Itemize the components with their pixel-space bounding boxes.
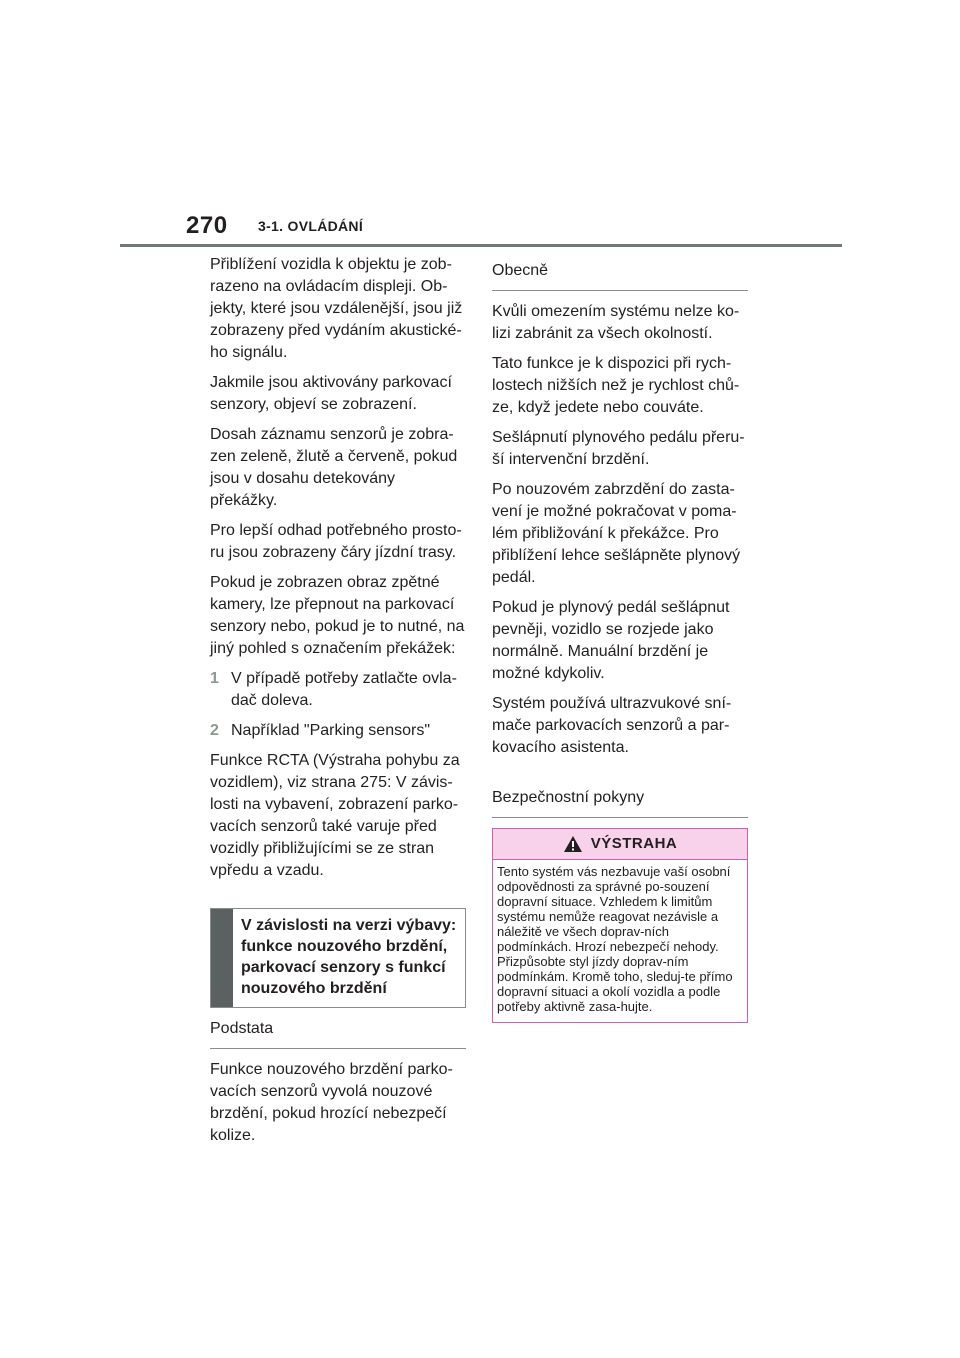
- page-number: 270: [186, 212, 228, 239]
- step-item: [210, 668, 466, 712]
- header-rule: [120, 244, 842, 247]
- paragraph: Tato funkce je k dispozici při rych-lostech nižších než je rychlost chů-ze, když jedete nebo couváte.: [492, 355, 740, 416]
- heading-bar: [211, 909, 233, 1007]
- step-text: V případě potřeby zatlačte ovla-dač doleva.: [231, 670, 457, 709]
- section-title: 3-1. OVLÁDÁNÍ: [258, 218, 364, 234]
- sub-heading: Obecně: [492, 254, 748, 291]
- paragraph: Funkce nouzového brzdění parko-vacích senzorů vyvolá nouzové brzdění, pokud hrozící nebezpečí kolize.: [210, 1061, 453, 1144]
- step-number: 2: [210, 722, 219, 739]
- paragraph: Kvůli omezením systému nelze ko-lizi zabránit za všech okolností.: [492, 303, 740, 342]
- warning-header: [493, 829, 747, 860]
- paragraph: Funkce RCTA (Výstraha pohybu za vozidlem), viz strana 275: V závis-losti na vybavení, zobrazení parko-vacích senzorů také varuje před vozidly přibližujícími se ze stran vpředu a vzadu.: [210, 752, 460, 879]
- paragraph: Jakmile jsou aktivovány parkovací senzory, objeví se zobrazení.: [210, 374, 452, 413]
- paragraph: Dosah záznamu senzorů je zobra-zen zeleně, žlutě a červeně, pokud jsou v dosahu detekovány překážky.: [210, 426, 458, 509]
- warning-triangle-icon: [563, 835, 583, 853]
- sub-heading: Bezpečnostní pokyny: [492, 777, 748, 818]
- step-text: Například "Parking sensors": [231, 722, 430, 739]
- warning-text: Tento systém vás nezbavuje vaší osobní odpovědnosti za správné po-souzení dopravní situace. Vzhledem k limitům systému nemůže reagovat nezávisle a náležitě ve všech doprav-ních podmínkách. Hrozí nebezpečí nehody. Přizpůsobte styl jízdy doprav-ním podmínkám. Kromě toho, sleduj-te přímo dopravní situaci a okolí vozidla a podle potřeby aktivně zasa-hujte.: [497, 864, 733, 1014]
- sub-heading: Podstata: [210, 1008, 466, 1049]
- paragraph: Pokud je zobrazen obraz zpětné kamery, lze přepnout na parkovací senzory nebo, pokud je to nutné, na jiný pohled s označením překážek:: [210, 574, 465, 657]
- step-number: 1: [210, 670, 219, 687]
- section-heading-box: [210, 908, 466, 1008]
- right-column: [492, 254, 748, 1023]
- paragraph: Sešlápnutí plynového pedálu přeru-ší intervenční brzdění.: [492, 429, 745, 468]
- paragraph: Pokud je plynový pedál sešlápnut pevněji, vozidlo se rozjede jako normálně. Manuální brzdění je možné kdykoliv.: [492, 599, 730, 682]
- step-item: [210, 720, 466, 742]
- left-column: [210, 254, 466, 1155]
- paragraph: Systém používá ultrazvukové sní-mače parkovacích senzorů a par-kovacího asistenta.: [492, 695, 732, 756]
- warning-box: [492, 828, 748, 1023]
- section-heading: V závislosti na verzi výbavy: funkce nouzového brzdění, parkovací senzory s funkcí nouzového brzdění: [241, 917, 457, 997]
- warning-title: VÝSTRAHA: [590, 835, 678, 852]
- paragraph: Po nouzovém zabrzdění do zasta-vení je možné pokračovat v poma-lém přibližování k překážce. Pro přiblížení lehce sešlápněte plynový pedál.: [492, 481, 741, 586]
- paragraph: Přiblížení vozidla k objektu je zob-razeno na ovládacím displeji. Ob-jekty, které jsou vzdálenější, jsou již zobrazeny před vydáním akustické-ho signálu.: [210, 256, 463, 361]
- paragraph: Pro lepší odhad potřebného prosto-ru jsou zobrazeny čáry jízdní trasy.: [210, 522, 462, 561]
